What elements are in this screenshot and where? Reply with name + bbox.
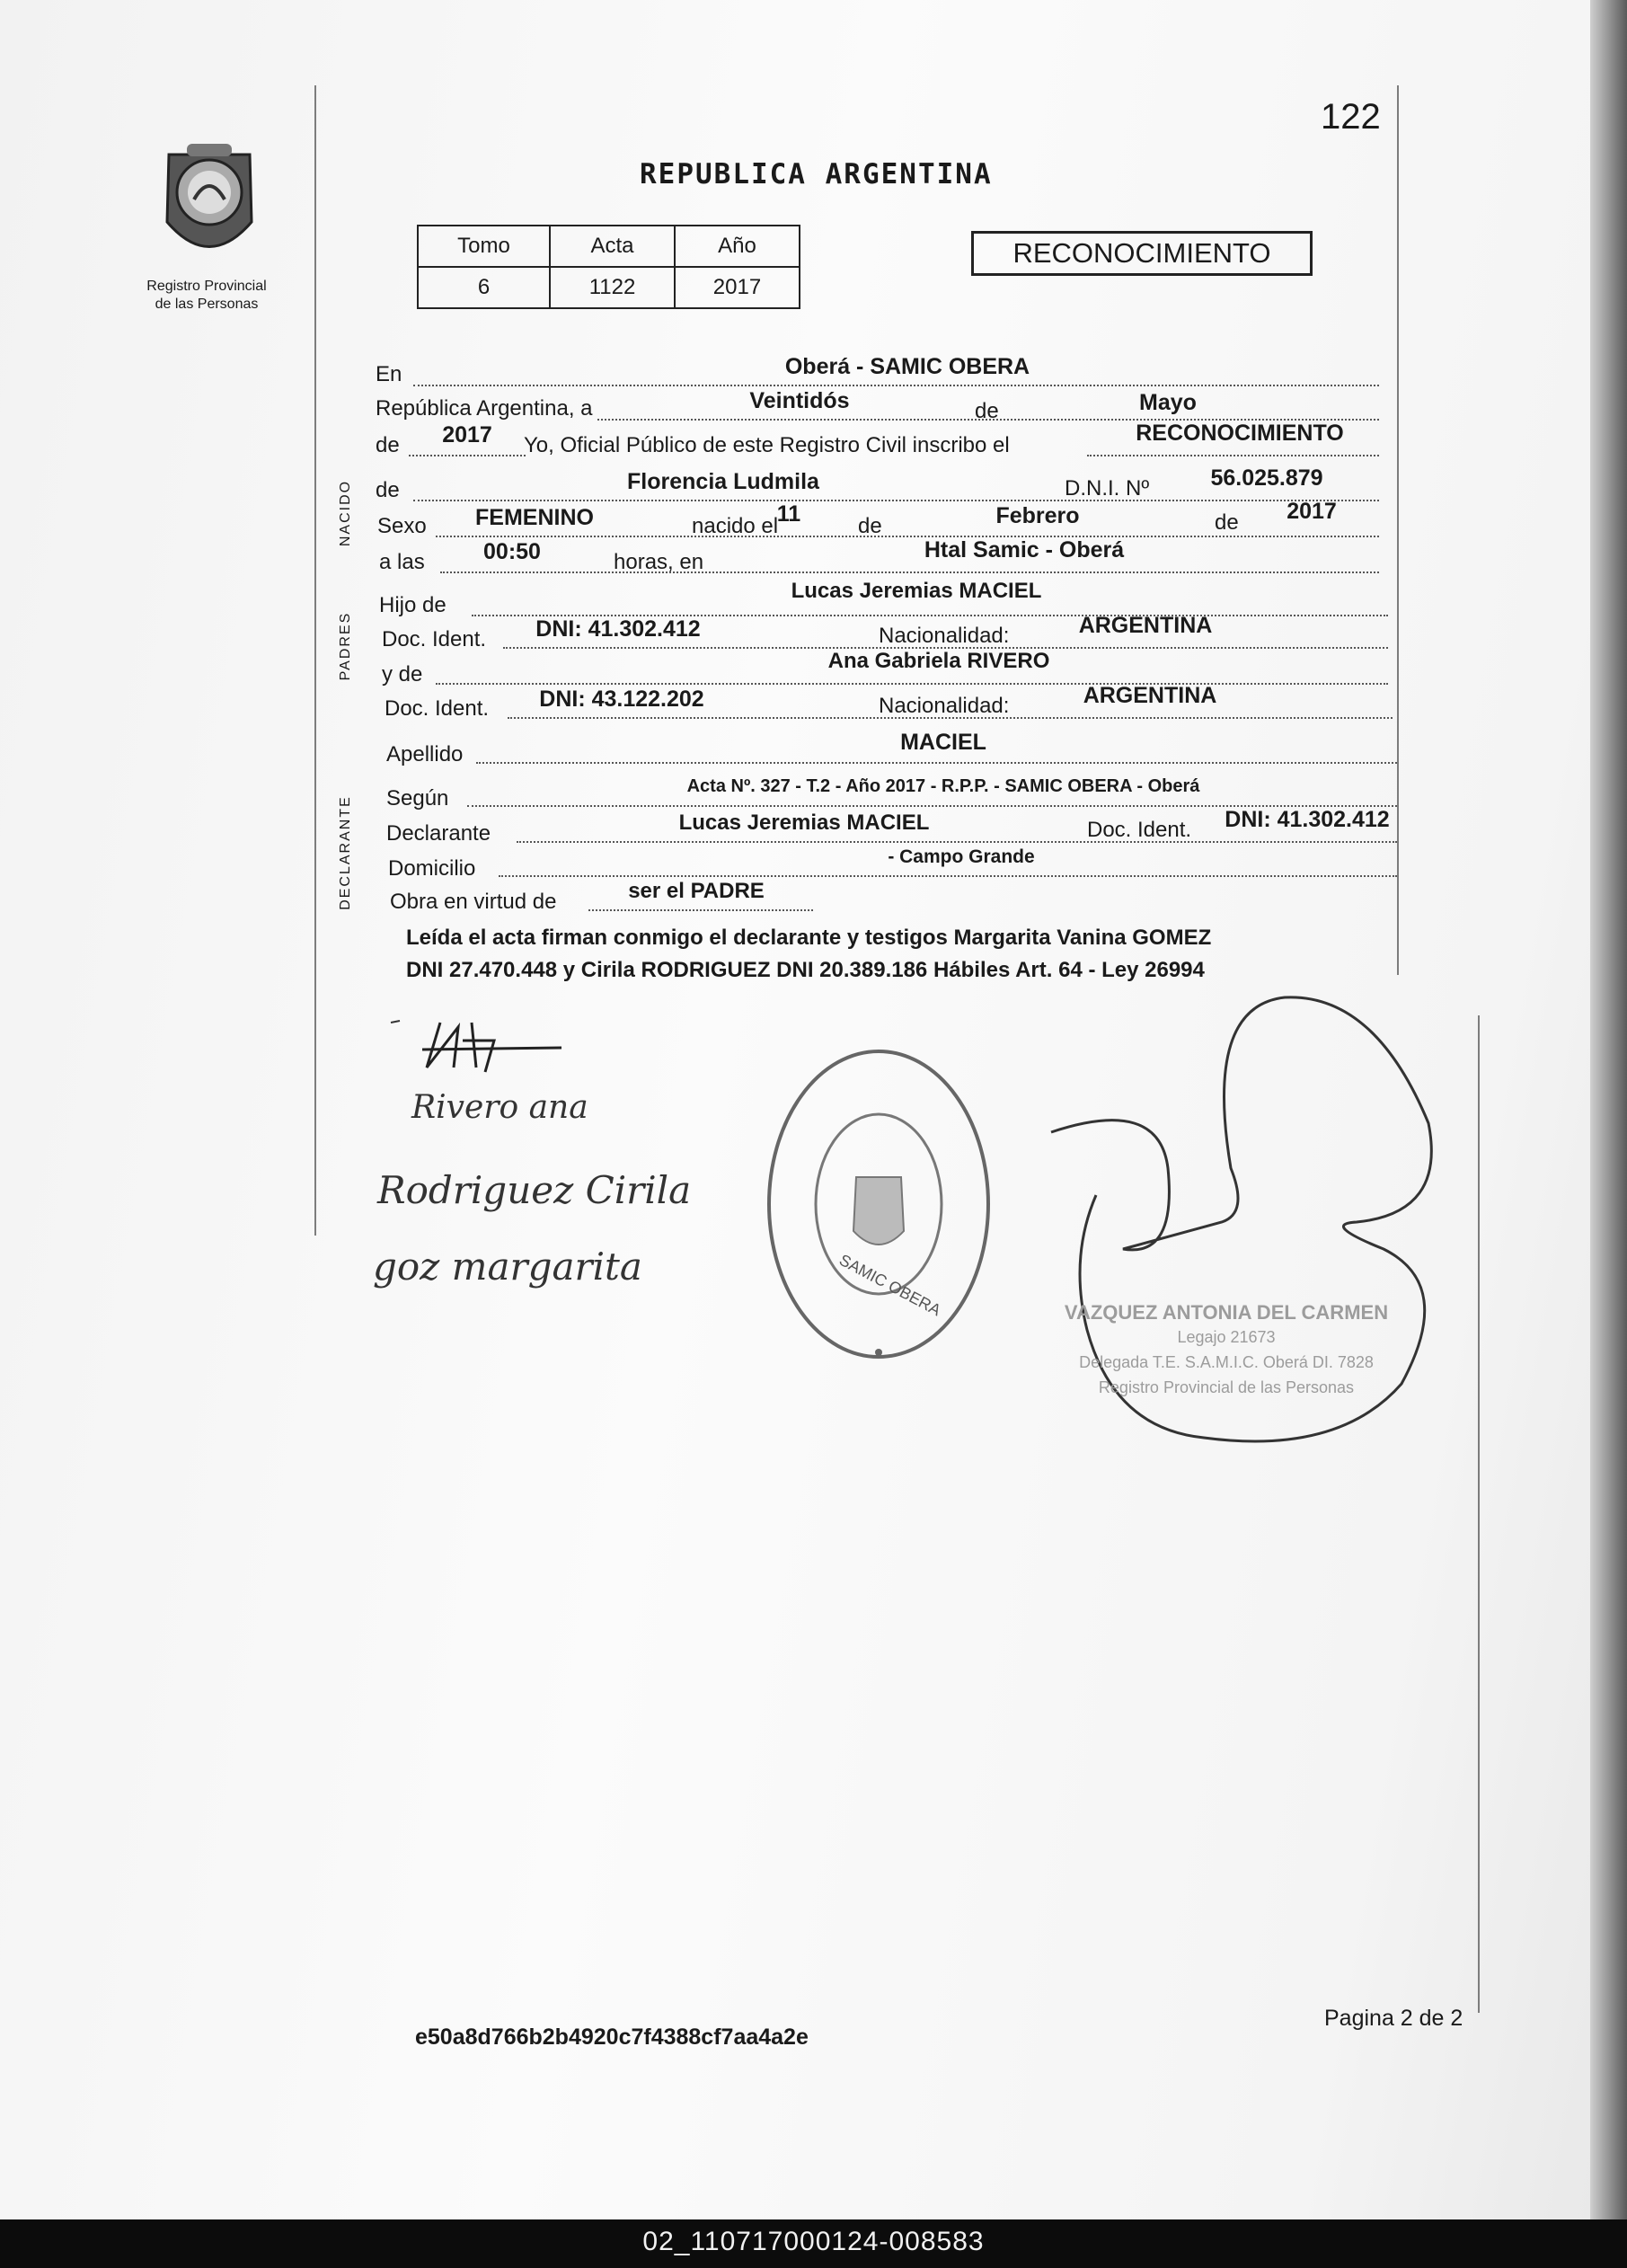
document-type: RECONOCIMIENTO (1012, 237, 1271, 269)
register-table (417, 225, 800, 309)
file-id: 02_110717000124-008583 (642, 2227, 985, 2256)
en-label: En (376, 362, 402, 386)
horas-label: horas, en (614, 550, 704, 574)
doc2-label: Doc. Ident. (385, 696, 490, 721)
hijo-label: Hijo de (379, 593, 447, 617)
right-margin-line-lower (1478, 1015, 1480, 2013)
alas-dots (440, 571, 1379, 573)
name-dots (413, 500, 1379, 501)
officer-name: VAZQUEZ ANTONIA DEL CARMEN (1064, 1301, 1389, 1324)
de2-label: de (376, 433, 400, 457)
signature-gomez: goz margarita (373, 1245, 642, 1289)
year-value: 2017 (442, 422, 492, 447)
doc3-label: Doc. Ident. (1087, 818, 1192, 842)
mother-doc: DNI: 43.122.202 (539, 687, 704, 712)
sexo-value: FEMENINO (475, 505, 594, 530)
officer-legajo: Legajo 21673 (1177, 1328, 1276, 1346)
declarante-label: Declarante (386, 821, 491, 846)
mother-name: Ana Gabriela RIVERO (827, 649, 1050, 673)
declarante-dots (517, 841, 1397, 843)
nac-label: Nacionalidad: (879, 624, 1010, 648)
right-margin-line (1397, 85, 1399, 975)
birth-month: Febrero (995, 503, 1080, 528)
register-header-acta: Acta (550, 226, 675, 267)
side-label-nacido: NACIDO (338, 479, 353, 547)
domicilio-dots (499, 875, 1397, 877)
signature-declarante (386, 1005, 566, 1085)
en-dots (413, 385, 1379, 386)
doc-label: Doc. Ident. (382, 627, 487, 651)
document-hash: e50a8d766b2b4920c7f4388cf7aa4a2e (415, 2024, 809, 2050)
father-nac: ARGENTINA (1078, 613, 1213, 638)
signature-rivero: Rivero ana (411, 1089, 588, 1126)
declarante-value: Lucas Jeremias MACIEL (678, 811, 930, 835)
yde-label: y de (382, 662, 423, 687)
declarante-doc: DNI: 41.302.412 (1225, 807, 1390, 832)
folio-number: 122 (1321, 97, 1381, 137)
alas-label: a las (379, 550, 425, 574)
signature-rodriguez: Rodriguez Cirila (377, 1168, 692, 1212)
official-stamp (762, 1042, 995, 1366)
birth-time: 00:50 (483, 539, 541, 564)
act-dots (1087, 455, 1379, 456)
register-value-acta: 1122 (550, 267, 675, 308)
side-label-declarante: DECLARANTE (338, 795, 353, 910)
register-header-ano: Año (675, 226, 800, 267)
closing-line-1: Leída el acta firman conmigo el declarante y testigos Margarita Vanina GOMEZ (406, 926, 1212, 950)
birth-place: Htal Samic - Oberá (924, 537, 1125, 563)
domicilio-label: Domicilio (388, 856, 476, 881)
document-type-box (971, 231, 1313, 276)
segun-value: Acta Nº. 327 - T.2 - Año 2017 - R.P.P. - SAMIC OBERA - Oberá (686, 776, 1200, 796)
father-name: Lucas Jeremias MACIEL (791, 579, 1042, 603)
officer-registry: Registro Provincial de las Personas (1098, 1378, 1355, 1396)
dni-label: D.N.I. Nº (1065, 476, 1150, 501)
page-edge (1590, 0, 1627, 2219)
left-margin-line (314, 85, 316, 1236)
country-title: REPUBLICA ARGENTINA (640, 158, 993, 190)
nac2-label: Nacionalidad: (879, 694, 1010, 718)
obra-value: ser el PADRE (628, 879, 765, 903)
dni-value: 56.025.879 (1210, 465, 1323, 491)
registry-name-2: de las Personas (155, 297, 259, 312)
closing-line-2: DNI 27.470.448 y Cirila RODRIGUEZ DNI 20.389.186 Hábiles Art. 64 - Ley 26994 (406, 958, 1205, 982)
name-value: Florencia Ludmila (627, 469, 819, 494)
mother-dots (436, 683, 1388, 685)
domicilio-value: - Campo Grande (888, 846, 1035, 867)
apellido-dots (476, 762, 1397, 764)
register-value-tomo: 6 (418, 267, 550, 308)
act-value: RECONOCIMIENTO (1136, 421, 1344, 446)
oficial-text: Yo, Oficial Público de este Registro Civil inscribo el (524, 433, 1010, 457)
father-doc: DNI: 41.302.412 (535, 616, 701, 642)
de4-label: de (858, 514, 882, 538)
en-value: Oberá - SAMIC OBERA (784, 354, 1030, 379)
sexo-label: Sexo (377, 514, 427, 538)
de3-label: de (376, 478, 400, 502)
segun-label: Según (386, 786, 449, 811)
obra-label: Obra en virtud de (390, 890, 557, 914)
stamp-inner: SAMIC OBERA (836, 1250, 944, 1320)
apellido-value: MACIEL (900, 730, 986, 755)
apellido-label: Apellido (386, 742, 464, 766)
register-value-ano: 2017 (675, 267, 800, 308)
register-header-tomo: Tomo (418, 226, 550, 267)
nacido-label: nacido el (692, 514, 779, 538)
officer-role: Delegada T.E. S.A.M.I.C. Oberá DI. 7828 (1079, 1353, 1374, 1371)
emblem-seal-icon (151, 137, 268, 271)
year-dots (409, 455, 526, 456)
birth-day: 11 (776, 501, 801, 527)
de-label: de (975, 399, 999, 423)
stamp-seal-icon (762, 1042, 995, 1366)
republica-label: República Argentina, a (376, 396, 593, 421)
birth-year: 2017 (1287, 499, 1337, 524)
de5-label: de (1215, 510, 1239, 535)
day-value: Veintidós (749, 388, 850, 413)
mother-nac: ARGENTINA (1083, 683, 1217, 708)
registry-name: Registro Provincial (146, 279, 267, 294)
province-emblem (151, 137, 268, 271)
month-value: Mayo (1139, 390, 1197, 415)
side-label-padres: PADRES (338, 611, 353, 681)
obra-dots (588, 909, 813, 911)
page-number: Pagina 2 de 2 (1324, 2006, 1463, 2031)
